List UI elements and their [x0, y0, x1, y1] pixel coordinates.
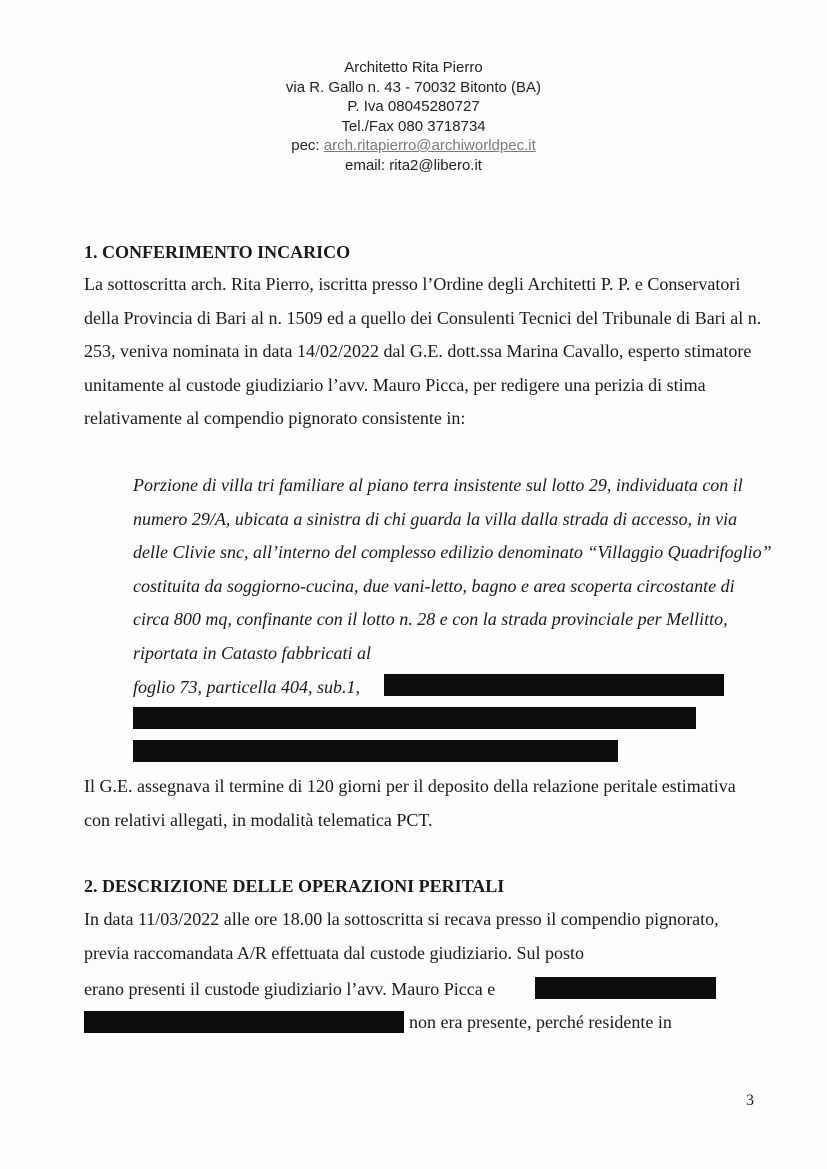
section-2-paragraph: In data 11/03/2022 alle ore 18.00 la sottoscritta si recava presso il compendio pignorato, previa raccomandata A/R effettuata dal custode giudiziario. Sul posto — [84, 909, 719, 963]
page-number: 3 — [746, 1092, 754, 1109]
pec-label: pec: — [291, 137, 324, 154]
section-2-line-3: erano presenti il custode giudiziario l’avv. Mauro Picca e — [84, 979, 496, 999]
section-1-heading: 1. CONFERIMENTO INCARICO — [84, 242, 351, 262]
section-1-paragraph: La sottoscritta arch. Rita Pierro, iscritta presso l’Ordine degli Architetti P. P. e Conservatori della Provincia di Bari al n. 1509 ed a quello dei Consulenti Tecnici del Tribunale di Bari al n. 253, veniva nominata in data 14/02/2022 dal G.E. dott.ssa Marina Cavallo, esperto stimatore unitamente al custode giudiziario l’avv. Mauro Picca, per redigere una perizia di stima relativamente al compendio pignorato consistente in: — [84, 274, 762, 428]
pec-link[interactable]: arch.ritapierro@archiworldpec.it — [323, 137, 536, 154]
redaction-block — [133, 740, 618, 762]
redaction-block — [133, 707, 696, 729]
pec-line — [0, 136, 827, 156]
email-line: email: rita2@libero.it — [345, 156, 482, 174]
redaction-block — [84, 1011, 404, 1033]
section-2-heading: 2. DESCRIZIONE DELLE OPERAZIONI PERITALI — [84, 876, 505, 896]
vat-number: P. Iva 08045280727 — [347, 98, 480, 115]
section-1-quote: Porzione di villa tri familiare al piano terra insistente sul lotto 29, individuata con il numero 29/A, ubicata a sinistra di chi guarda la villa dalla strada di accesso, in via delle Clivie snc, all’interno del complesso edilizio denominato “Villaggio Quadrifoglio” costituita da soggiorno-cucina, due vani-letto, bagno e area scoperta circostante di circa 800 mq, confinante con il lotto n. 28 e con la strada provinciale per Mellitto, riportata in Catasto fabbricati al — [133, 475, 772, 663]
architect-name: Architetto Rita Pierro — [344, 59, 483, 76]
phone-fax: Tel./Fax 080 3718734 — [341, 117, 486, 135]
section-2-line-4: non era presente, perché residente in — [409, 1012, 672, 1032]
letterhead — [0, 58, 827, 175]
redaction-block — [535, 977, 716, 999]
address: via R. Gallo n. 43 - 70032 Bitonto (BA) — [285, 78, 542, 96]
section-1-quote-last: foglio 73, particella 404, sub.1, — [133, 677, 360, 697]
section-1-closing: Il G.E. assegnava il termine di 120 giorni per il deposito della relazione peritale estimativa con relativi allegati, in modalità telematica PCT. — [84, 776, 736, 830]
redaction-block — [384, 674, 724, 696]
